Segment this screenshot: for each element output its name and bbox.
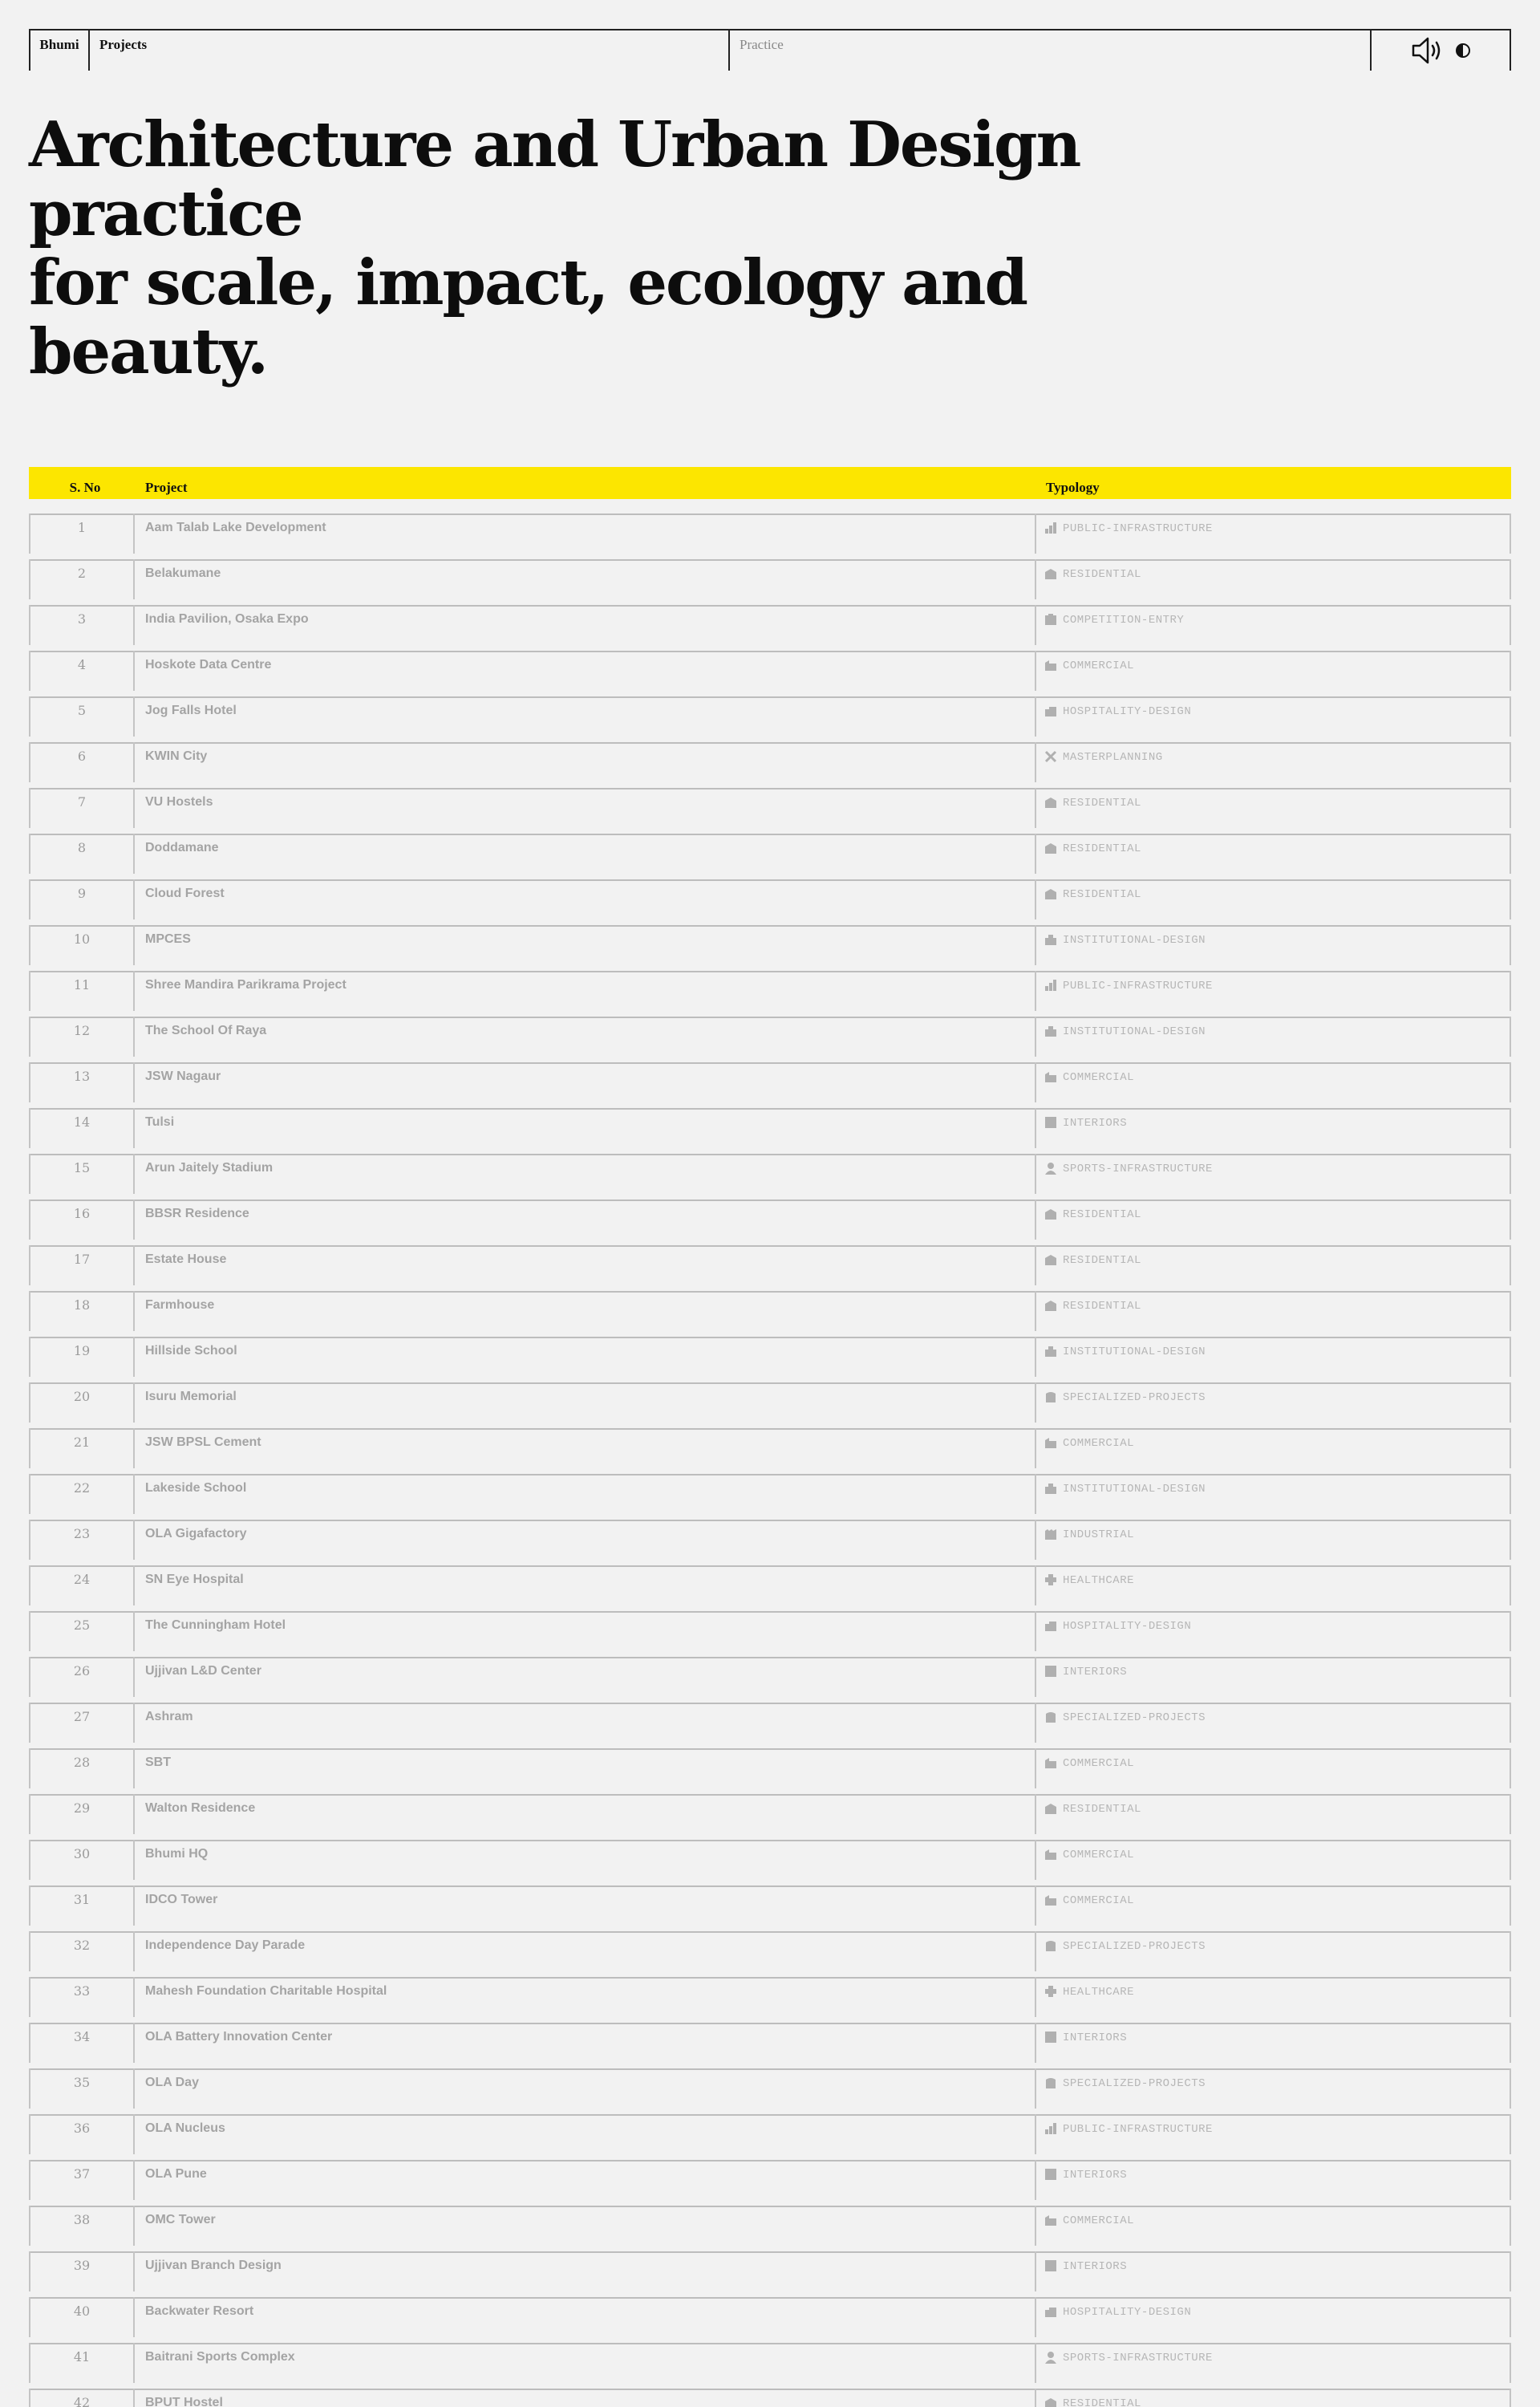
row-typology-label[interactable]: COMMERCIAL — [1063, 660, 1135, 672]
row-typology-label[interactable]: HOSPITALITY-DESIGN — [1063, 1620, 1192, 1633]
hero-line-2: for scale, impact, ecology and beauty. — [29, 246, 1027, 388]
row-project-name[interactable]: Hoskote Data Centre — [145, 658, 272, 672]
square-icon — [1044, 1116, 1058, 1130]
table-row[interactable] — [29, 2068, 1511, 2114]
table-row[interactable] — [29, 971, 1511, 1017]
row-sno: 37 — [29, 2160, 135, 2200]
row-sno: 30 — [29, 1840, 135, 1880]
row-typology-label[interactable]: RESIDENTIAL — [1063, 568, 1141, 581]
row-typology — [1035, 696, 1511, 737]
row-typology — [1035, 1977, 1511, 2017]
row-typology — [1035, 1565, 1511, 1605]
row-typology — [1035, 1337, 1511, 1377]
row-sno: 20 — [29, 1382, 135, 1423]
row-sno: 15 — [29, 1154, 135, 1194]
row-typology — [1035, 2023, 1511, 2063]
row-typology-label[interactable]: SPECIALIZED-PROJECTS — [1063, 1711, 1206, 1724]
table-row[interactable] — [29, 2023, 1511, 2068]
row-sno: 28 — [29, 1748, 135, 1788]
shop-icon — [1044, 2214, 1058, 2227]
row-typology-label[interactable]: SPECIALIZED-PROJECTS — [1063, 2077, 1206, 2090]
row-project-name[interactable]: JSW BPSL Cement — [145, 1435, 261, 1449]
table-row[interactable] — [29, 1565, 1511, 1611]
row-typology — [1035, 2068, 1511, 2109]
row-project-name[interactable]: Independence Day Parade — [145, 1938, 306, 1952]
table-row[interactable] — [29, 2389, 1511, 2407]
row-typology — [1035, 1291, 1511, 1331]
row-sno: 8 — [29, 834, 135, 874]
row-typology-label[interactable]: RESIDENTIAL — [1063, 888, 1141, 901]
row-project-name[interactable]: Bhumi HQ — [145, 1847, 209, 1861]
row-typology-label[interactable]: SPECIALIZED-PROJECTS — [1063, 1391, 1206, 1404]
row-project-name[interactable]: Walton Residence — [145, 1801, 256, 1815]
hotel-icon — [1044, 1619, 1058, 1633]
row-typology-label[interactable]: INSTITUTIONAL-DESIGN — [1063, 1346, 1206, 1358]
header-sno[interactable]: S. No — [69, 480, 101, 495]
table-row[interactable] — [29, 1840, 1511, 1885]
row-typology-label[interactable]: HOSPITALITY-DESIGN — [1063, 2306, 1192, 2319]
row-typology-label[interactable]: INTERIORS — [1063, 2032, 1128, 2044]
table-row[interactable] — [29, 1154, 1511, 1199]
row-project-name[interactable]: OMC Tower — [145, 2213, 216, 2226]
square-icon — [1044, 1665, 1058, 1678]
row-typology-label[interactable]: PUBLIC-INFRASTRUCTURE — [1063, 980, 1213, 992]
row-typology — [1035, 1703, 1511, 1743]
speaker-icon[interactable] — [1410, 36, 1445, 65]
header-typology[interactable]: Typology — [1046, 480, 1100, 495]
house-icon — [1044, 887, 1058, 901]
row-project-name[interactable]: Jog Falls Hotel — [145, 704, 237, 717]
nav-practice-link[interactable]: Practice — [728, 30, 1370, 71]
row-typology-label[interactable]: INTERIORS — [1063, 1666, 1128, 1678]
row-typology-label[interactable]: COMMERCIAL — [1063, 2214, 1135, 2227]
row-project-name[interactable]: Arun Jaitely Stadium — [145, 1161, 274, 1175]
row-typology-label[interactable]: COMMERCIAL — [1063, 1757, 1135, 1770]
row-typology — [1035, 971, 1511, 1011]
table-row[interactable] — [29, 1794, 1511, 1840]
shop-icon — [1044, 1894, 1058, 1907]
row-sno: 24 — [29, 1565, 135, 1605]
hero-line-1: Architecture and Urban Design practice — [29, 108, 1080, 250]
plus-icon — [1044, 1573, 1058, 1587]
contrast-icon[interactable] — [1455, 43, 1471, 59]
row-sno: 26 — [29, 1657, 135, 1697]
row-project-name[interactable]: Farmhouse — [145, 1298, 215, 1312]
table-row[interactable] — [29, 2114, 1511, 2160]
row-typology-label[interactable]: INSTITUTIONAL-DESIGN — [1063, 1483, 1206, 1496]
square-icon — [1044, 2031, 1058, 2044]
nav-tools — [1370, 30, 1511, 71]
table-row[interactable] — [29, 1017, 1511, 1062]
table-row[interactable] — [29, 1337, 1511, 1382]
shop-icon — [1044, 1436, 1058, 1450]
table-row[interactable] — [29, 651, 1511, 696]
row-typology — [1035, 1611, 1511, 1651]
table-row[interactable] — [29, 1291, 1511, 1337]
row-sno: 25 — [29, 1611, 135, 1651]
table-row[interactable] — [29, 1885, 1511, 1931]
row-typology — [1035, 1931, 1511, 1971]
shop-icon — [1044, 1756, 1058, 1770]
row-typology — [1035, 879, 1511, 919]
row-sno: 2 — [29, 559, 135, 599]
row-sno: 7 — [29, 788, 135, 828]
row-sno: 1 — [29, 513, 135, 554]
row-project-name[interactable]: Isuru Memorial — [145, 1390, 237, 1403]
row-typology — [1035, 1657, 1511, 1697]
row-project-name[interactable]: Doddamane — [145, 841, 219, 854]
row-typology-label[interactable]: RESIDENTIAL — [1063, 1254, 1141, 1267]
row-project-name[interactable]: Ujjivan Branch Design — [145, 2259, 282, 2272]
row-typology — [1035, 1199, 1511, 1240]
row-sno: 9 — [29, 879, 135, 919]
table-row[interactable] — [29, 2297, 1511, 2343]
projects-table-header — [29, 467, 1511, 499]
row-typology-label[interactable]: COMMERCIAL — [1063, 1894, 1135, 1907]
house-icon — [1044, 1299, 1058, 1313]
row-project-name[interactable]: The School Of Raya — [145, 1024, 267, 1037]
row-typology — [1035, 788, 1511, 828]
school-icon — [1044, 933, 1058, 947]
row-sno: 3 — [29, 605, 135, 645]
table-row[interactable] — [29, 1520, 1511, 1565]
row-typology-label[interactable]: RESIDENTIAL — [1063, 797, 1141, 810]
table-row[interactable] — [29, 513, 1511, 559]
row-typology-label[interactable]: INSTITUTIONAL-DESIGN — [1063, 1025, 1206, 1038]
table-row[interactable] — [29, 2160, 1511, 2206]
row-sno: 42 — [29, 2389, 135, 2407]
table-row[interactable] — [29, 834, 1511, 879]
table-row[interactable] — [29, 1245, 1511, 1291]
table-row[interactable] — [29, 1977, 1511, 2023]
row-typology-label[interactable]: INTERIORS — [1063, 2260, 1128, 2273]
row-typology-label[interactable]: INTERIORS — [1063, 1117, 1128, 1130]
table-row[interactable] — [29, 2206, 1511, 2251]
row-typology-label[interactable]: RESIDENTIAL — [1063, 2397, 1141, 2407]
row-typology-label[interactable]: PUBLIC-INFRASTRUCTURE — [1063, 2123, 1213, 2136]
row-project-name[interactable]: OLA Gigafactory — [145, 1527, 247, 1540]
table-row[interactable] — [29, 1748, 1511, 1794]
person-icon — [1044, 2351, 1058, 2364]
row-sno: 18 — [29, 1291, 135, 1331]
row-project-name[interactable]: The Cunningham Hotel — [145, 1618, 286, 1632]
row-sno: 14 — [29, 1108, 135, 1148]
row-project-name[interactable]: KWIN City — [145, 749, 208, 763]
row-sno: 11 — [29, 971, 135, 1011]
row-typology — [1035, 834, 1511, 874]
table-row[interactable] — [29, 1611, 1511, 1657]
row-project-name[interactable]: OLA Pune — [145, 2167, 207, 2181]
row-sno: 33 — [29, 1977, 135, 2017]
house-icon — [1044, 842, 1058, 855]
row-sno: 27 — [29, 1703, 135, 1743]
row-typology-label[interactable]: HEALTHCARE — [1063, 1574, 1135, 1587]
table-row[interactable] — [29, 2343, 1511, 2389]
row-project-name[interactable]: OLA Day — [145, 2076, 199, 2089]
house-icon — [1044, 1253, 1058, 1267]
bars-icon — [1044, 2122, 1058, 2136]
row-project-name[interactable]: OLA Nucleus — [145, 2121, 225, 2135]
table-row[interactable] — [29, 1062, 1511, 1108]
row-typology-label[interactable]: COMMERCIAL — [1063, 1071, 1135, 1084]
row-typology — [1035, 2343, 1511, 2383]
row-typology-label[interactable]: SPORTS-INFRASTRUCTURE — [1063, 1163, 1213, 1175]
row-project-name[interactable]: IDCO Tower — [145, 1893, 218, 1906]
row-typology-label[interactable]: HEALTHCARE — [1063, 1986, 1135, 1999]
row-project-name[interactable]: VU Hostels — [145, 795, 213, 809]
row-typology-label[interactable]: SPORTS-INFRASTRUCTURE — [1063, 2352, 1213, 2364]
row-project-name[interactable]: Backwater Resort — [145, 2304, 254, 2318]
plus-icon — [1044, 1985, 1058, 1999]
row-sno: 22 — [29, 1474, 135, 1514]
trophy-icon — [1044, 613, 1058, 627]
row-sno: 36 — [29, 2114, 135, 2154]
row-typology — [1035, 1062, 1511, 1102]
row-typology — [1035, 1474, 1511, 1514]
row-typology-label[interactable]: HOSPITALITY-DESIGN — [1063, 705, 1192, 718]
shop-icon — [1044, 1070, 1058, 1084]
row-sno: 39 — [29, 2251, 135, 2291]
table-row[interactable] — [29, 1108, 1511, 1154]
row-typology — [1035, 2297, 1511, 2337]
row-sno: 17 — [29, 1245, 135, 1285]
row-project-name[interactable]: MPCES — [145, 932, 191, 946]
row-project-name[interactable]: Hillside School — [145, 1344, 237, 1358]
row-project-name[interactable]: Baitrani Sports Complex — [145, 2350, 295, 2364]
table-row[interactable] — [29, 1199, 1511, 1245]
top-nav — [29, 29, 1511, 69]
hero-heading — [29, 108, 1232, 388]
row-sno: 16 — [29, 1199, 135, 1240]
row-typology — [1035, 559, 1511, 599]
table-row[interactable] — [29, 696, 1511, 742]
row-project-name[interactable]: BBSR Residence — [145, 1207, 249, 1220]
header-project[interactable]: Project — [145, 480, 188, 495]
hotel-icon — [1044, 2305, 1058, 2319]
table-row[interactable] — [29, 879, 1511, 925]
row-project-name[interactable]: SN Eye Hospital — [145, 1573, 244, 1586]
school-icon — [1044, 1482, 1058, 1496]
row-typology — [1035, 1748, 1511, 1788]
row-typology — [1035, 2206, 1511, 2246]
row-typology — [1035, 1840, 1511, 1880]
house-icon — [1044, 567, 1058, 581]
projects-table-body — [29, 513, 1511, 2407]
row-typology-label[interactable]: INSTITUTIONAL-DESIGN — [1063, 934, 1206, 947]
table-row[interactable] — [29, 1931, 1511, 1977]
table-row[interactable] — [29, 1474, 1511, 1520]
row-project-name[interactable]: Tulsi — [145, 1115, 175, 1129]
row-typology — [1035, 605, 1511, 645]
row-project-name[interactable]: Ashram — [145, 1710, 193, 1723]
school-icon — [1044, 1345, 1058, 1358]
nav-projects-link[interactable]: Projects — [99, 37, 148, 52]
table-row[interactable] — [29, 605, 1511, 651]
row-project-name[interactable]: Ujjivan L&D Center — [145, 1664, 261, 1678]
table-row[interactable] — [29, 1428, 1511, 1474]
table-row[interactable] — [29, 742, 1511, 788]
factory-icon — [1044, 1528, 1058, 1541]
row-project-name[interactable]: OLA Battery Innovation Center — [145, 2030, 333, 2044]
house-icon — [1044, 796, 1058, 810]
row-sno: 31 — [29, 1885, 135, 1926]
row-typology-label[interactable]: RESIDENTIAL — [1063, 1208, 1141, 1221]
row-sno: 6 — [29, 742, 135, 782]
row-project-name[interactable]: Belakumane — [145, 566, 221, 580]
row-typology-label[interactable]: MASTERPLANNING — [1063, 751, 1163, 764]
row-project-name[interactable]: SBT — [145, 1756, 171, 1769]
person-icon — [1044, 1162, 1058, 1175]
row-typology — [1035, 1794, 1511, 1834]
row-typology — [1035, 1428, 1511, 1468]
row-typology-label[interactable]: COMPETITION-ENTRY — [1063, 614, 1185, 627]
row-project-name[interactable]: India Pavilion, Osaka Expo — [145, 612, 309, 626]
row-sno: 5 — [29, 696, 135, 737]
row-typology — [1035, 2160, 1511, 2200]
row-project-name[interactable]: Aam Talab Lake Development — [145, 521, 326, 534]
stamp-icon — [1044, 1390, 1058, 1404]
row-typology-label[interactable]: COMMERCIAL — [1063, 1849, 1135, 1861]
row-typology — [1035, 2389, 1511, 2407]
row-typology — [1035, 2251, 1511, 2291]
row-project-name[interactable]: Cloud Forest — [145, 887, 225, 900]
row-typology — [1035, 742, 1511, 782]
row-sno: 19 — [29, 1337, 135, 1377]
row-sno: 21 — [29, 1428, 135, 1468]
brand-link[interactable]: Bhumi — [29, 30, 90, 71]
row-typology — [1035, 651, 1511, 691]
row-project-name[interactable]: Shree Mandira Parikrama Project — [145, 978, 346, 992]
row-sno: 32 — [29, 1931, 135, 1971]
table-row[interactable] — [29, 925, 1511, 971]
table-row[interactable] — [29, 788, 1511, 834]
row-project-name[interactable]: Lakeside School — [145, 1481, 247, 1495]
row-typology — [1035, 1520, 1511, 1560]
house-icon — [1044, 2397, 1058, 2407]
row-project-name[interactable]: BPUT Hostel — [145, 2396, 223, 2407]
shop-icon — [1044, 659, 1058, 672]
square-icon — [1044, 2168, 1058, 2182]
row-typology-label[interactable]: RESIDENTIAL — [1063, 1803, 1141, 1816]
row-project-name[interactable]: Estate House — [145, 1252, 227, 1266]
row-typology — [1035, 2114, 1511, 2154]
square-icon — [1044, 2259, 1058, 2273]
house-icon — [1044, 1802, 1058, 1816]
row-sno: 23 — [29, 1520, 135, 1560]
stamp-icon — [1044, 2076, 1058, 2090]
row-typology-label[interactable]: RESIDENTIAL — [1063, 1300, 1141, 1313]
row-typology-label[interactable]: COMMERCIAL — [1063, 1437, 1135, 1450]
row-sno: 35 — [29, 2068, 135, 2109]
row-typology — [1035, 925, 1511, 965]
bars-icon — [1044, 979, 1058, 992]
table-row[interactable] — [29, 1703, 1511, 1748]
cross-tools-icon — [1044, 750, 1058, 764]
row-typology — [1035, 1885, 1511, 1926]
row-typology — [1035, 513, 1511, 554]
row-typology — [1035, 1108, 1511, 1148]
row-typology — [1035, 1382, 1511, 1423]
table-row[interactable] — [29, 559, 1511, 605]
table-row[interactable] — [29, 1657, 1511, 1703]
row-sno: 29 — [29, 1794, 135, 1834]
row-typology-label[interactable]: PUBLIC-INFRASTRUCTURE — [1063, 522, 1213, 535]
row-sno: 13 — [29, 1062, 135, 1102]
row-typology-label[interactable]: INDUSTRIAL — [1063, 1528, 1135, 1541]
row-project-name[interactable]: JSW Nagaur — [145, 1070, 221, 1083]
row-sno: 12 — [29, 1017, 135, 1057]
row-typology — [1035, 1154, 1511, 1194]
stamp-icon — [1044, 1711, 1058, 1724]
house-icon — [1044, 1208, 1058, 1221]
hotel-icon — [1044, 704, 1058, 718]
table-row[interactable] — [29, 2251, 1511, 2297]
row-typology-label[interactable]: SPECIALIZED-PROJECTS — [1063, 1940, 1206, 1953]
row-typology — [1035, 1017, 1511, 1057]
bars-icon — [1044, 522, 1058, 535]
school-icon — [1044, 1025, 1058, 1038]
stamp-icon — [1044, 1939, 1058, 1953]
row-sno: 4 — [29, 651, 135, 691]
row-sno: 40 — [29, 2297, 135, 2337]
row-sno: 41 — [29, 2343, 135, 2383]
table-row[interactable] — [29, 1382, 1511, 1428]
row-sno: 38 — [29, 2206, 135, 2246]
shop-icon — [1044, 1848, 1058, 1861]
row-typology-label[interactable]: RESIDENTIAL — [1063, 842, 1141, 855]
row-typology-label[interactable]: INTERIORS — [1063, 2169, 1128, 2182]
row-typology — [1035, 1245, 1511, 1285]
row-project-name[interactable]: Mahesh Foundation Charitable Hospital — [145, 1984, 387, 1998]
row-sno: 10 — [29, 925, 135, 965]
row-sno: 34 — [29, 2023, 135, 2063]
